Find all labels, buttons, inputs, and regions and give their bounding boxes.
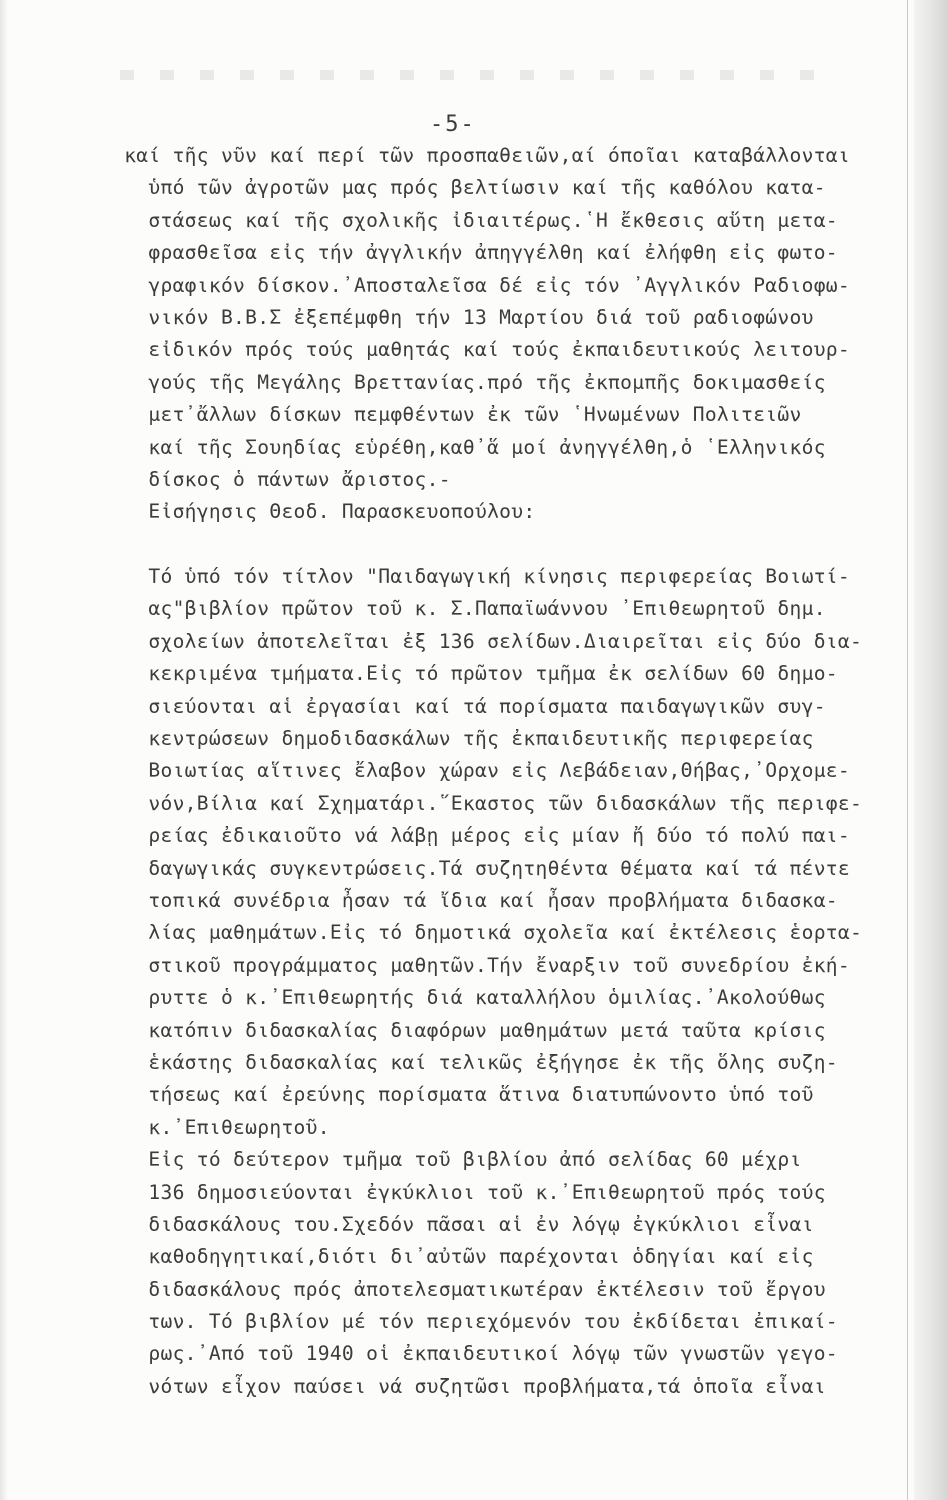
text-line: μετ᾿ἄλλων δίσκων πεμφθέντων ἐκ τῶν ῾Ηνωμένων Πολιτειῶν [100, 403, 802, 427]
text-line: σιεύονται αἱ ἐργασίαι καί τά πορίσματα παιδαγωγικῶν συγ- [100, 694, 826, 718]
text-line: Βοιωτίας αἵτινες ἔλαβον χώραν εἰς Λεβάδειαν,Θήβας,᾿Ορχομε- [100, 759, 850, 783]
text-line: στάσεως καί τῆς σχολικῆς ἰδιαιτέρως.῾Η ἔκθεσις αὕτη μετα- [100, 208, 838, 232]
text-line: σχολείων ἀποτελεῖται ἐξ 136 σελίδων.Διαιρεῖται εἰς δύο δια- [100, 629, 863, 653]
page-right-edge [914, 0, 948, 1500]
text-line: λίας μαθημάτων.Εἰς τό δημοτικά σχολεῖα καί ἐκτέλεσις ἑορτα- [100, 921, 863, 945]
text-line: ἑκάστης διδασκαλίας καί τελικῶς ἐξήγησε ἐκ τῆς ὅλης συζη- [100, 1050, 838, 1074]
text-line: δίσκος ὁ πάντων ἄριστος.- [100, 467, 451, 491]
text-line: ρως.᾿Από τοῦ 1940 οἱ ἐκπαιδευτικοί λόγῳ τῶν γνωστῶν γεγο- [100, 1342, 838, 1366]
text-line: γούς τῆς Μεγάλης Βρεττανίας.πρό τῆς ἐκπομπῆς δοκιμασθείς [100, 370, 826, 394]
text-line: κ.᾿Επιθεωρητοῦ. [100, 1115, 330, 1139]
text-line: Εἰς τό δεύτερον τμῆμα τοῦ βιβλίου ἀπό σελίδας 60 μέχρι [100, 1148, 802, 1172]
text-line: 136 δημοσιεύονται ἐγκύκλιοι τοῦ κ.᾿Επιθεωρητοῦ πρός τούς [100, 1180, 826, 1204]
text-line: νόν,Βίλια καί Σχηματάρι.῞Εκαστος τῶν διδασκάλων τῆς περιφε- [100, 791, 863, 815]
text-line: ρείας ἐδικαιοῦτο νά λάβῃ μέρος εἰς μίαν ἤ δύο τό πολύ παι- [100, 824, 850, 848]
text-line: ὑπό τῶν ἀγροτῶν μας πρός βελτίωσιν καί τῆς καθόλου κατα- [100, 176, 826, 200]
text-line: γραφικόν δίσκον.᾿Αποσταλεῖσα δέ εἰς τόν ᾿Αγγλικόν Ραδιοφω- [100, 273, 850, 297]
text-line: κεντρώσεων δημοδιδασκάλων τῆς ἐκπαιδευτικῆς περιφερείας [100, 727, 814, 751]
text-line: διδασκάλους πρός ἀποτελεσματικωτέραν ἐκτέλεσιν τοῦ ἔργου [100, 1277, 826, 1301]
text-line: κατόπιν διδασκαλίας διαφόρων μαθημάτων μετά ταῦτα κρίσις [100, 1018, 826, 1042]
text-line: καθοδηγητικαί,διότι δι᾿αὐτῶν παρέχονται ὁδηγίαι καί εἰς [100, 1245, 814, 1269]
text-line: τήσεως καί ἐρεύνης πορίσματα ἅτινα διατυπώνοντο ὑπό τοῦ [100, 1083, 814, 1107]
text-line: Τό ὑπό τόν τίτλον "Παιδαγωγική κίνησις περιφερείας Βοιωτί- [100, 565, 850, 589]
text-line: κεκριμένα τμήματα.Εἰς τό πρῶτον τμῆμα ἐκ σελίδων 60 δημο- [100, 662, 838, 686]
typewritten-text [100, 140, 900, 1403]
text-line: των. Τό βιβλίον μέ τόν περιεχόμενόν του ἐκδίδεται ἐπικαί- [100, 1310, 838, 1334]
page-fold-line [907, 0, 908, 1500]
text-line: δαγωγικάς συγκεντρώσεις.Τά συζητηθέντα θέματα καί τά πέντε [100, 856, 850, 880]
text-line: διδασκάλους του.Σχεδόν πᾶσαι αἱ ἐν λόγῳ ἐγκύκλιοι εἶναι [100, 1212, 814, 1236]
text-line [100, 529, 900, 561]
text-line: ας"βιβλίον πρῶτον τοῦ κ. Σ.Παπαϊωάννου ᾿Επιθεωρητοῦ δημ. [100, 597, 826, 621]
text-line: εἰδικόν πρός τούς μαθητάς καί τούς ἐκπαιδευτικούς λειτουρ- [100, 338, 850, 362]
text-line: ρυττε ὁ κ.᾿Επιθεωρητής διά καταλλήλου ὁμιλίας.᾿Ακολούθως [100, 986, 826, 1010]
text-line: τοπικά συνέδρια ἦσαν τά ἴδια καί ἦσαν προβλήματα διδασκα- [100, 888, 838, 912]
text-line: καί τῆς νῦν καί περί τῶν προσπαθειῶν,αί όποῖαι καταβάλλονται [100, 144, 850, 167]
text-line: καί τῆς Σουηδίας εὑρέθη,καθ᾿ἅ μοί ἀνηγγέλθη,ὁ ῾Ελληνικός [100, 435, 826, 459]
text-line: στικοῦ προγράμματος μαθητῶν.Τήν ἔναρξιν τοῦ συνεδρίου ἐκή- [100, 953, 850, 977]
text-line: νικόν Β.Β.Σ ἐξεπέμφθη τήν 13 Μαρτίου διά τοῦ ραδιοφώνου [100, 305, 814, 329]
page-left-edge [0, 0, 8, 1500]
scan-smudge [120, 70, 840, 80]
page-number: -5- [430, 112, 476, 137]
text-line: Εἰσήγησις Θεοδ. Παρασκευοπούλου: [100, 500, 536, 524]
text-line: νότων εἶχον παύσει νά συζητῶσι προβλήματα,τά ὁποῖα εἶναι [100, 1374, 826, 1398]
text-line: φρασθεῖσα εἰς τήν ἀγγλικήν ἀπηγγέλθη καί ἐλήφθη εἰς φωτο- [100, 241, 838, 265]
